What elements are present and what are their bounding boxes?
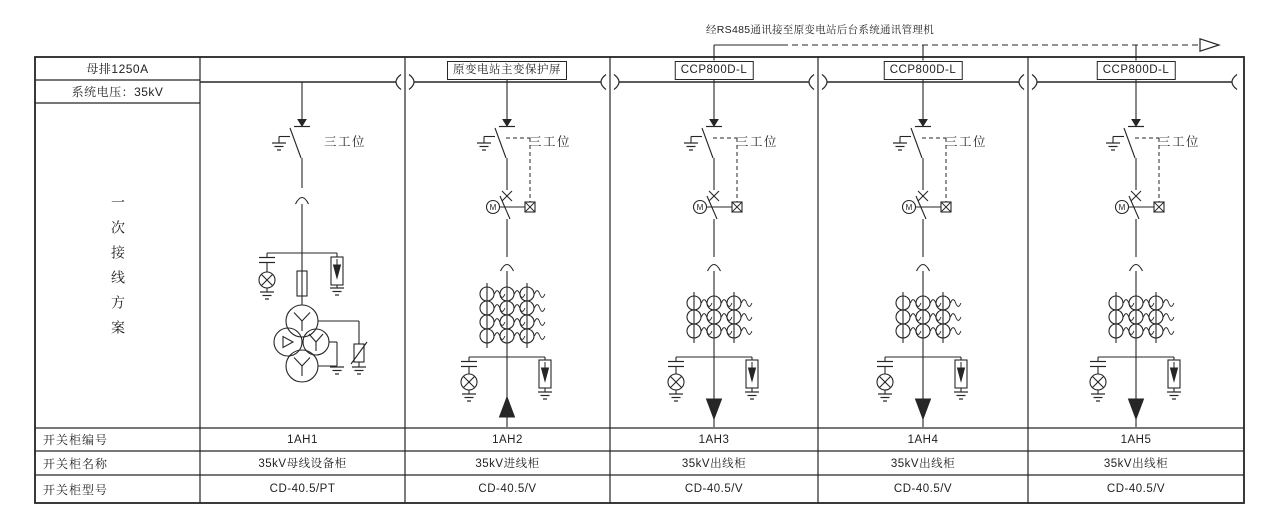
- svg-text:三工位: 三工位: [736, 135, 779, 149]
- cabinet-model-cell: CD-40.5/V: [1106, 483, 1166, 495]
- svg-text:三工位: 三工位: [324, 135, 367, 149]
- circuit-1ah2: [461, 80, 571, 428]
- protection-panel-box: 原变电站主变保护屏: [447, 61, 567, 80]
- relay-box-1ah5: CCP800D-L: [1097, 61, 1176, 80]
- cabinet-model-cell: CD-40.5/V: [478, 483, 537, 495]
- svg-text:三工位: 三工位: [529, 135, 572, 149]
- cabinet-model-cell: CD-40.5/V: [684, 483, 744, 495]
- cabinet-number-cell: 1AH2: [492, 433, 523, 446]
- cabinet-name-cell: 35kV进线柜: [475, 458, 540, 470]
- svg-text:三工位: 三工位: [1158, 135, 1201, 149]
- system-voltage-label: 系统电压：35kV: [71, 85, 164, 99]
- circuit-1ah5: [1090, 80, 1200, 428]
- cabinet-number-cell: 1AH3: [698, 433, 730, 446]
- svg-text:三工位: 三工位: [945, 135, 988, 149]
- cabinet-name-cell: 35kV母线设备柜: [258, 458, 347, 470]
- row-label-cabinet-number: 开关柜编号: [43, 433, 109, 447]
- svg-text:M: M: [489, 203, 497, 212]
- circuit-1ah1: [259, 82, 367, 382]
- svg-text:M: M: [905, 203, 913, 212]
- cabinet-name-cell: 35kV出线柜: [681, 458, 747, 470]
- cabinet-name-cell: 35kV出线柜: [1103, 458, 1169, 470]
- scheme-title: 一次接线方案: [110, 195, 126, 345]
- cabinet-model-cell: CD-40.5/V: [893, 483, 953, 495]
- cabinet-model-cell: CD-40.5/PT: [269, 483, 336, 495]
- circuit-1ah4: [877, 80, 987, 428]
- cabinet-number-cell: 1AH5: [1120, 433, 1152, 446]
- busbar-rating-label: 母排1250A: [86, 62, 149, 76]
- row-label-cabinet-model: 开关柜型号: [43, 482, 109, 497]
- relay-box-1ah4: CCP800D-L: [884, 61, 963, 80]
- cabinet-name-cell: 35kV出线柜: [890, 458, 956, 470]
- svg-text:M: M: [1118, 203, 1126, 212]
- rs485-annotation: 经RS485通讯接至原变电站后台系统通讯管理机: [706, 24, 935, 36]
- svg-text:M: M: [696, 203, 704, 212]
- relay-box-1ah3: CCP800D-L: [675, 61, 754, 80]
- row-label-cabinet-name: 开关柜名称: [43, 456, 109, 471]
- circuit-1ah3: [668, 80, 778, 428]
- cabinet-number-cell: 1AH4: [907, 433, 939, 446]
- cabinet-number-cell: 1AH1: [287, 433, 318, 446]
